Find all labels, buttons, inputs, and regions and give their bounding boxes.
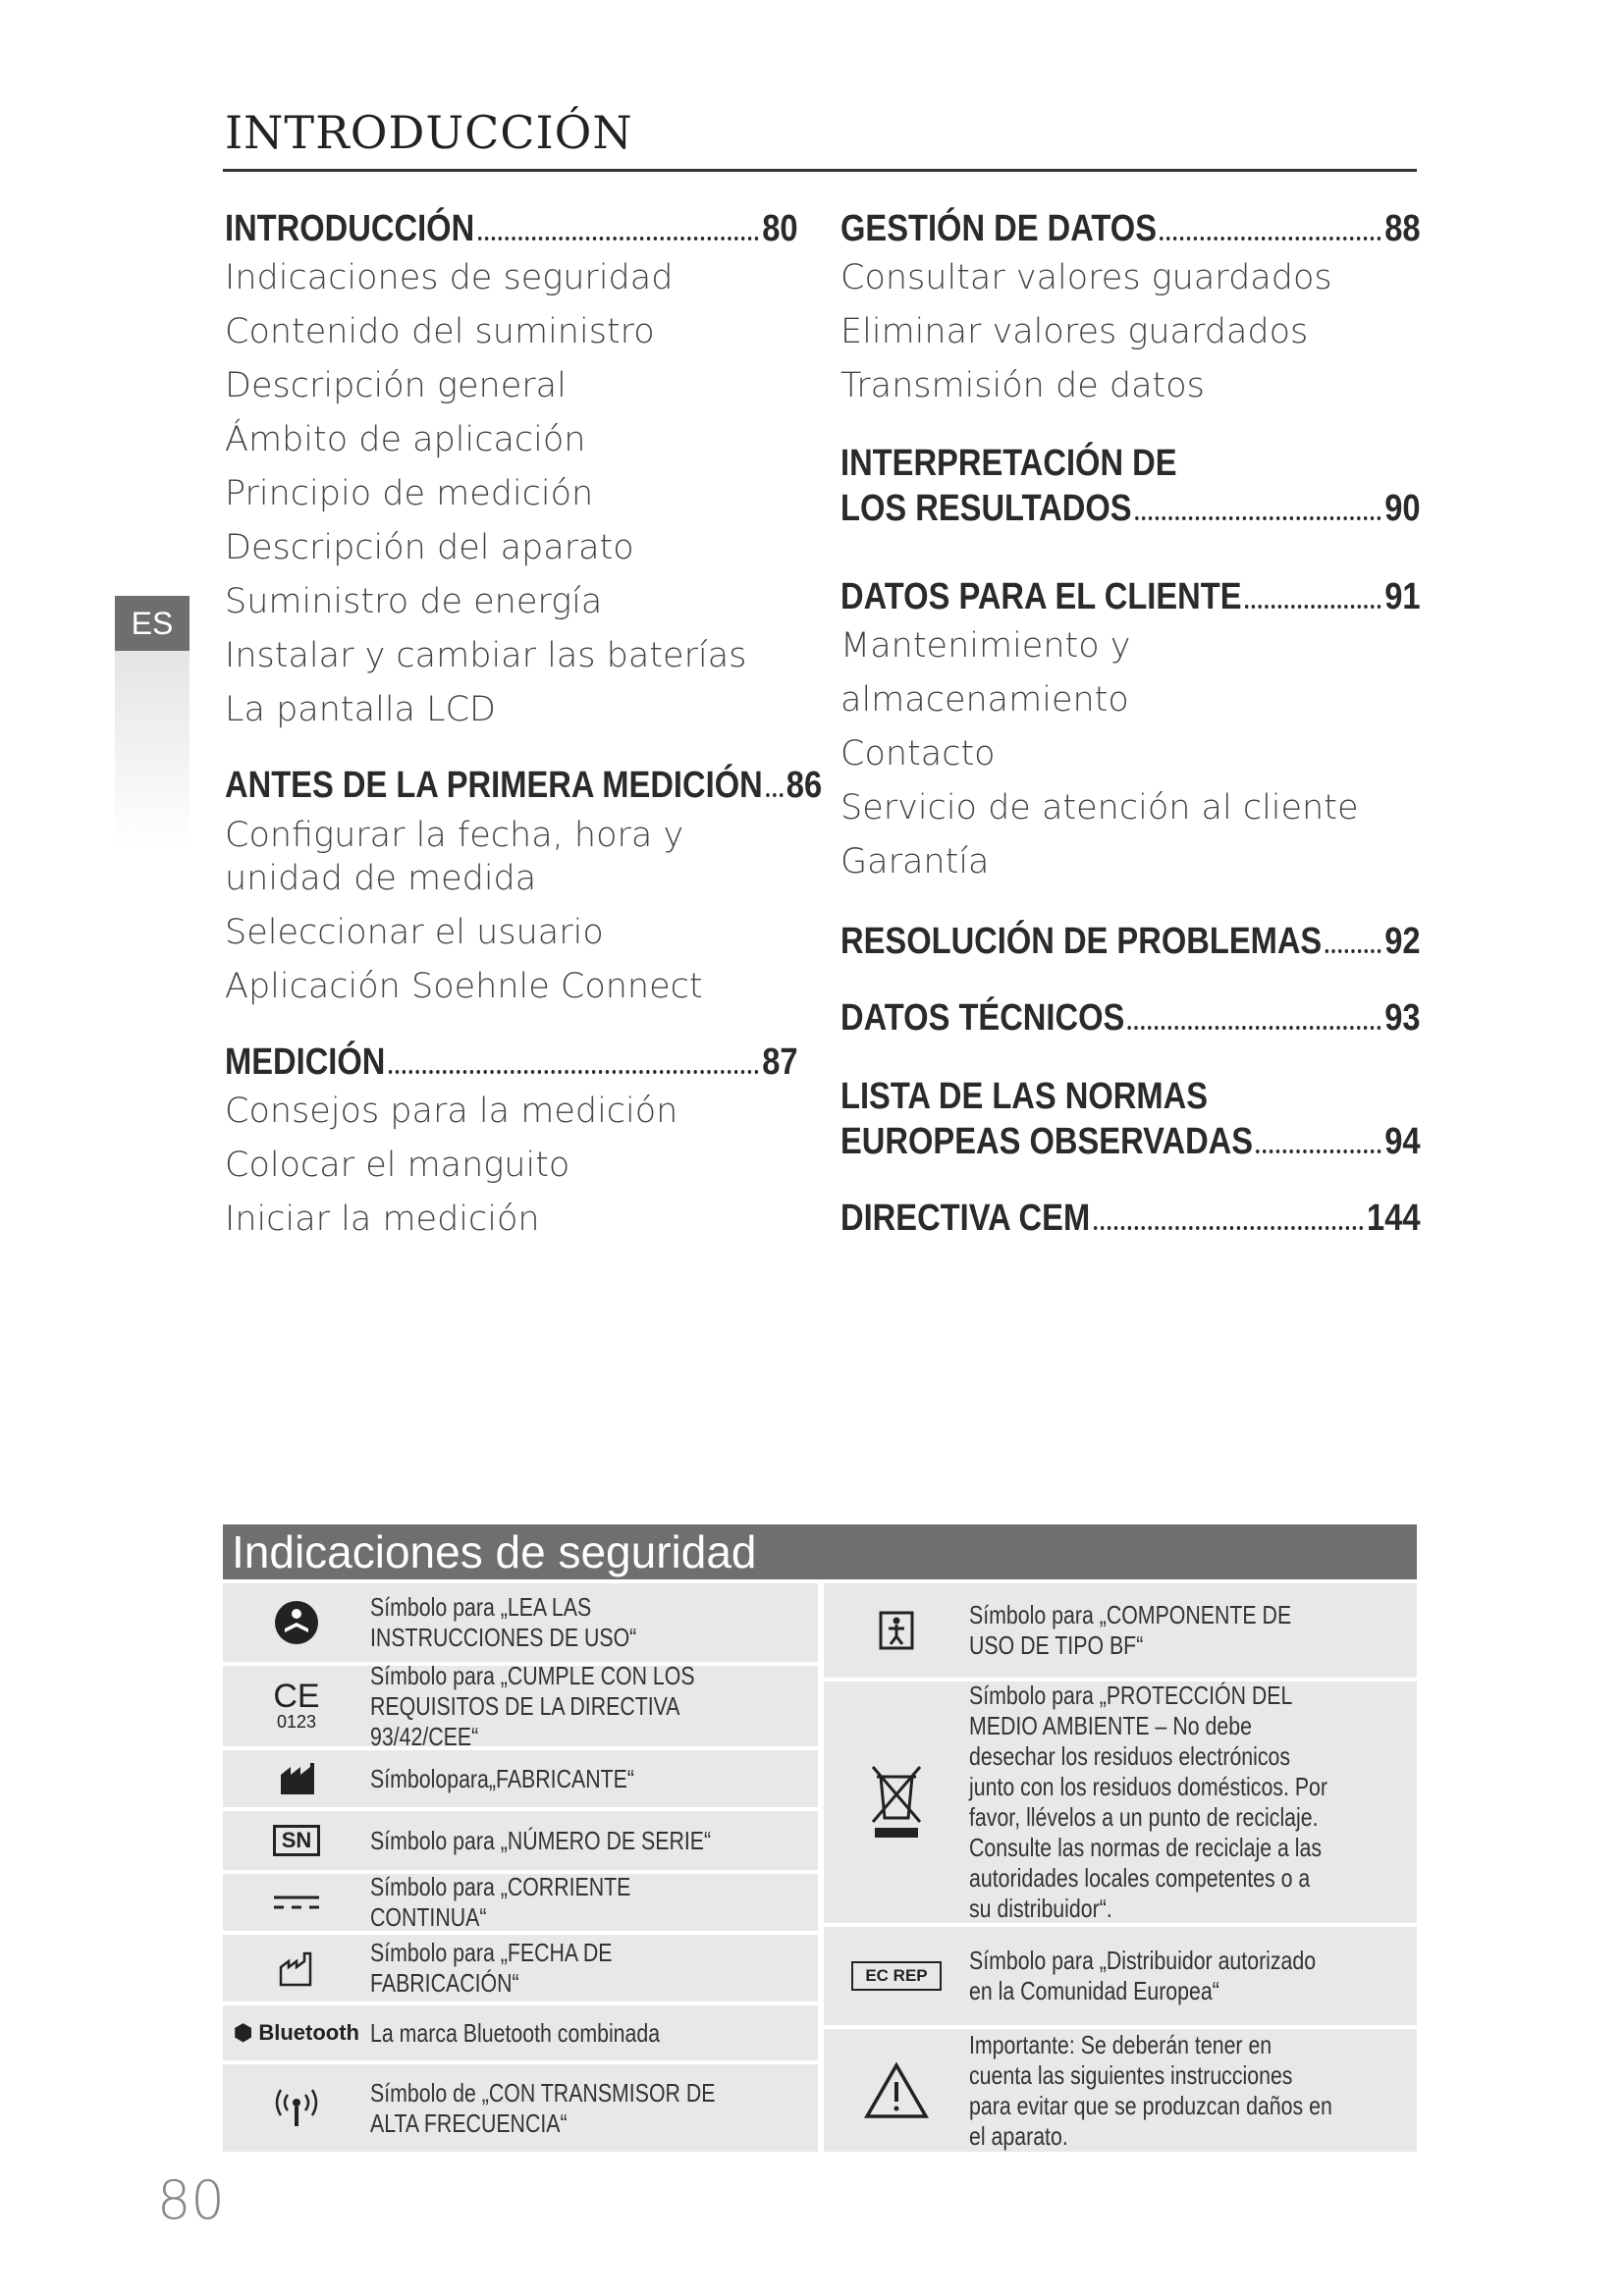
toc-heading-text: DATOS TÉCNICOS (840, 997, 1125, 1039)
read-instructions-icon (223, 1599, 370, 1646)
toc-heading-text: DIRECTIVA CEM (840, 1198, 1091, 1239)
table-row (824, 1927, 1417, 2025)
toc-item[interactable]: Consejos para la medición (225, 1092, 678, 1131)
toc-section-normas (840, 1074, 1422, 1164)
toc-page: 93 (1384, 997, 1421, 1039)
toc-left-column (225, 206, 823, 1247)
symbol-description: Símbolo para „FECHA DE FABRICACIÓN“ (370, 1938, 613, 1998)
toc-item[interactable]: Garantía (840, 842, 990, 881)
toc-heading-text: DATOS PARA EL CLIENTE (840, 576, 1242, 617)
toc-heading[interactable] (225, 1040, 798, 1085)
toc-page: 94 (1384, 1121, 1421, 1162)
toc-heading[interactable] (225, 763, 823, 808)
toc-heading-text: INTRODUCCIÓN (225, 208, 475, 249)
symbol-description: Símbolo para „Distribuidor autorizado en la Comunidad Europea“ (969, 1946, 1317, 2005)
symbol-description: Símbolopara„FABRICANTE“ (370, 1763, 634, 1793)
toc-leader (1160, 237, 1380, 240)
table-row (824, 1583, 1417, 1678)
toc-item[interactable]: Colocar el manguito (225, 1146, 570, 1185)
toc-section-cem (840, 1196, 1422, 1241)
toc-leader (1094, 1226, 1364, 1230)
table-row (223, 2064, 818, 2152)
toc-page: 144 (1367, 1198, 1421, 1239)
direct-current-icon (223, 1893, 370, 1912)
table-row (223, 1583, 818, 1662)
toc-heading-text: LISTA DE LAS NORMAS (840, 1076, 1209, 1117)
toc-leader (478, 237, 759, 240)
toc-item[interactable]: Transmisión de datos (840, 366, 1205, 405)
toc-item[interactable]: Indicaciones de seguridad (225, 258, 674, 297)
ce-mark-icon: CE 0123 (273, 1677, 320, 1732)
table-row (223, 1874, 818, 1931)
toc-leader (1326, 949, 1381, 953)
symbol-description: Símbolo para „PROTECCIÓN DEL MEDIO AMBIENTE – No debe desechar los residuos electrónicos junto con los residuos domésticos. Por favor, llévelos a un punto de reciclaje. Consulte las normas de reciclaje a las autoridades locales competentes o a su distribuidor“. (969, 1681, 1328, 1923)
table-row (824, 1682, 1417, 1923)
toc-item[interactable]: Consultar valores guardados (840, 258, 1332, 297)
type-bf-icon (824, 1611, 969, 1650)
toc-section-gestion (840, 206, 1422, 413)
toc-heading-text: MEDICIÓN (225, 1041, 386, 1083)
ec-rep-icon (824, 1961, 969, 1991)
toc-page: 91 (1384, 576, 1421, 617)
manufacture-date-icon (223, 1949, 370, 1987)
toc-section-introduccion (225, 206, 799, 737)
manufacturer-icon (223, 1761, 370, 1796)
symbol-description: La marca Bluetooth combinada (370, 2017, 661, 2048)
toc-section-medicion (225, 1040, 799, 1247)
language-tab: ES (115, 596, 189, 651)
toc-section-problemas (840, 919, 1422, 964)
toc-heading-text: ANTES DE LA PRIMERA MEDICIÓN (225, 765, 763, 806)
symbol-description: Símbolo para „CUMPLE CON LOS REQUISITOS DE LA DIRECTIVA 93/42/CEE“ (370, 1660, 695, 1751)
toc-item[interactable]: La pantalla LCD (225, 690, 497, 729)
toc-leader (1245, 605, 1381, 609)
symbol-description: Símbolo para „NÚMERO DE SERIE“ (370, 1825, 712, 1855)
bluetooth-icon: ⬢ Bluetooth (234, 2020, 359, 2045)
toc-item[interactable]: Servicio de atención al cliente (840, 788, 1359, 828)
bluetooth-label: Bluetooth (258, 2020, 359, 2045)
toc-item[interactable]: Suministro de energía (225, 582, 603, 621)
toc-heading[interactable] (840, 1196, 1421, 1241)
weee-bin-icon (824, 1763, 969, 1842)
safety-header: Indicaciones de seguridad (223, 1524, 1417, 1579)
toc-leader (1135, 516, 1381, 520)
toc-leader (1257, 1149, 1381, 1153)
table-row (223, 1660, 818, 1751)
symbol-description: Símbolo para „CORRIENTE CONTINUA“ (370, 1872, 631, 1932)
symbol-description: Símbolo para „COMPONENTE DE USO DE TIPO BF“ (969, 1600, 1292, 1660)
ecrep-label: EC REP (851, 1961, 941, 1991)
sn-label: SN (273, 1825, 321, 1856)
toc-item[interactable]: Descripción general (225, 366, 567, 405)
symbol-description: Símbolo de „CON TRANSMISOR DE ALTA FRECUENCIA“ (370, 2077, 716, 2138)
toc-heading-text: INTERPRETACIÓN DE (840, 443, 1177, 484)
toc-item[interactable]: Principio de medición (225, 474, 594, 513)
table-row (824, 2029, 1417, 2152)
warning-icon (824, 2062, 969, 2119)
toc-item[interactable]: Seleccionar el usuario (225, 913, 604, 952)
table-row (223, 1811, 818, 1870)
serial-number-icon (223, 1825, 370, 1856)
toc-leader (1128, 1026, 1381, 1030)
toc-item[interactable]: Iniciar la medición (225, 1200, 540, 1239)
ce-number: 0123 (276, 1711, 317, 1732)
symbol-description: Símbolo para „LEA LAS INSTRUCCIONES DE USO“ (370, 1592, 637, 1652)
toc-item[interactable]: Configurar la fecha, hora y unidad de medida (225, 816, 684, 898)
toc-leader (766, 793, 783, 797)
toc-item[interactable]: Contenido del suministro (225, 312, 655, 351)
toc-heading-text: EUROPEAS OBSERVADAS (840, 1121, 1254, 1162)
toc-page: 86 (785, 765, 823, 806)
toc-item[interactable]: Contacto (840, 734, 996, 774)
rf-transmitter-icon (223, 2087, 370, 2130)
toc-item[interactable]: Descripción del aparato (225, 528, 634, 567)
page-title: INTRODUCCIÓN (225, 106, 633, 159)
language-tab-shade (115, 651, 189, 847)
toc-heading[interactable] (840, 441, 1421, 531)
toc-item[interactable]: Aplicación Soehnle Connect (225, 967, 703, 1006)
table-row (223, 2005, 818, 2060)
page-number: 80 (157, 2169, 225, 2231)
toc-page: 87 (762, 1041, 798, 1083)
toc-leader (389, 1070, 759, 1074)
toc-heading[interactable] (840, 206, 1421, 251)
table-row (223, 1935, 818, 2002)
toc-heading-text: GESTIÓN DE DATOS (840, 208, 1158, 249)
toc-heading[interactable] (840, 995, 1421, 1041)
toc-heading[interactable] (225, 206, 798, 251)
toc-section-interpretacion (840, 441, 1422, 531)
toc-heading[interactable] (840, 919, 1421, 964)
toc-item[interactable]: Instalar y cambiar las baterías (225, 636, 747, 675)
toc-section-antes (225, 763, 823, 1014)
symbol-description: Importante: Se deberán tener en cuenta las siguientes instrucciones para evitar que se produzcan daños en el aparato. (969, 2029, 1332, 2151)
toc-heading-text: LOS RESULTADOS (840, 488, 1132, 529)
table-row (223, 1750, 818, 1807)
toc-right-column (840, 206, 1422, 1241)
toc-item[interactable]: Ámbito de aplicación (225, 420, 586, 459)
toc-heading[interactable] (840, 574, 1421, 619)
toc-heading[interactable] (840, 1074, 1421, 1164)
toc-section-cliente (840, 574, 1422, 889)
toc-heading-text: RESOLUCIÓN DE PROBLEMAS (840, 921, 1323, 962)
toc-section-tecnicos (840, 995, 1422, 1041)
toc-page: 80 (762, 208, 798, 249)
toc-page: 92 (1384, 921, 1421, 962)
toc-item[interactable]: Mantenimiento y almacenamiento (840, 626, 1131, 720)
toc-page: 88 (1384, 208, 1421, 249)
title-rule (223, 169, 1417, 172)
toc-item[interactable]: Eliminar valores guardados (840, 312, 1309, 351)
toc-page: 90 (1384, 488, 1421, 529)
safety-table (223, 1579, 1417, 2156)
